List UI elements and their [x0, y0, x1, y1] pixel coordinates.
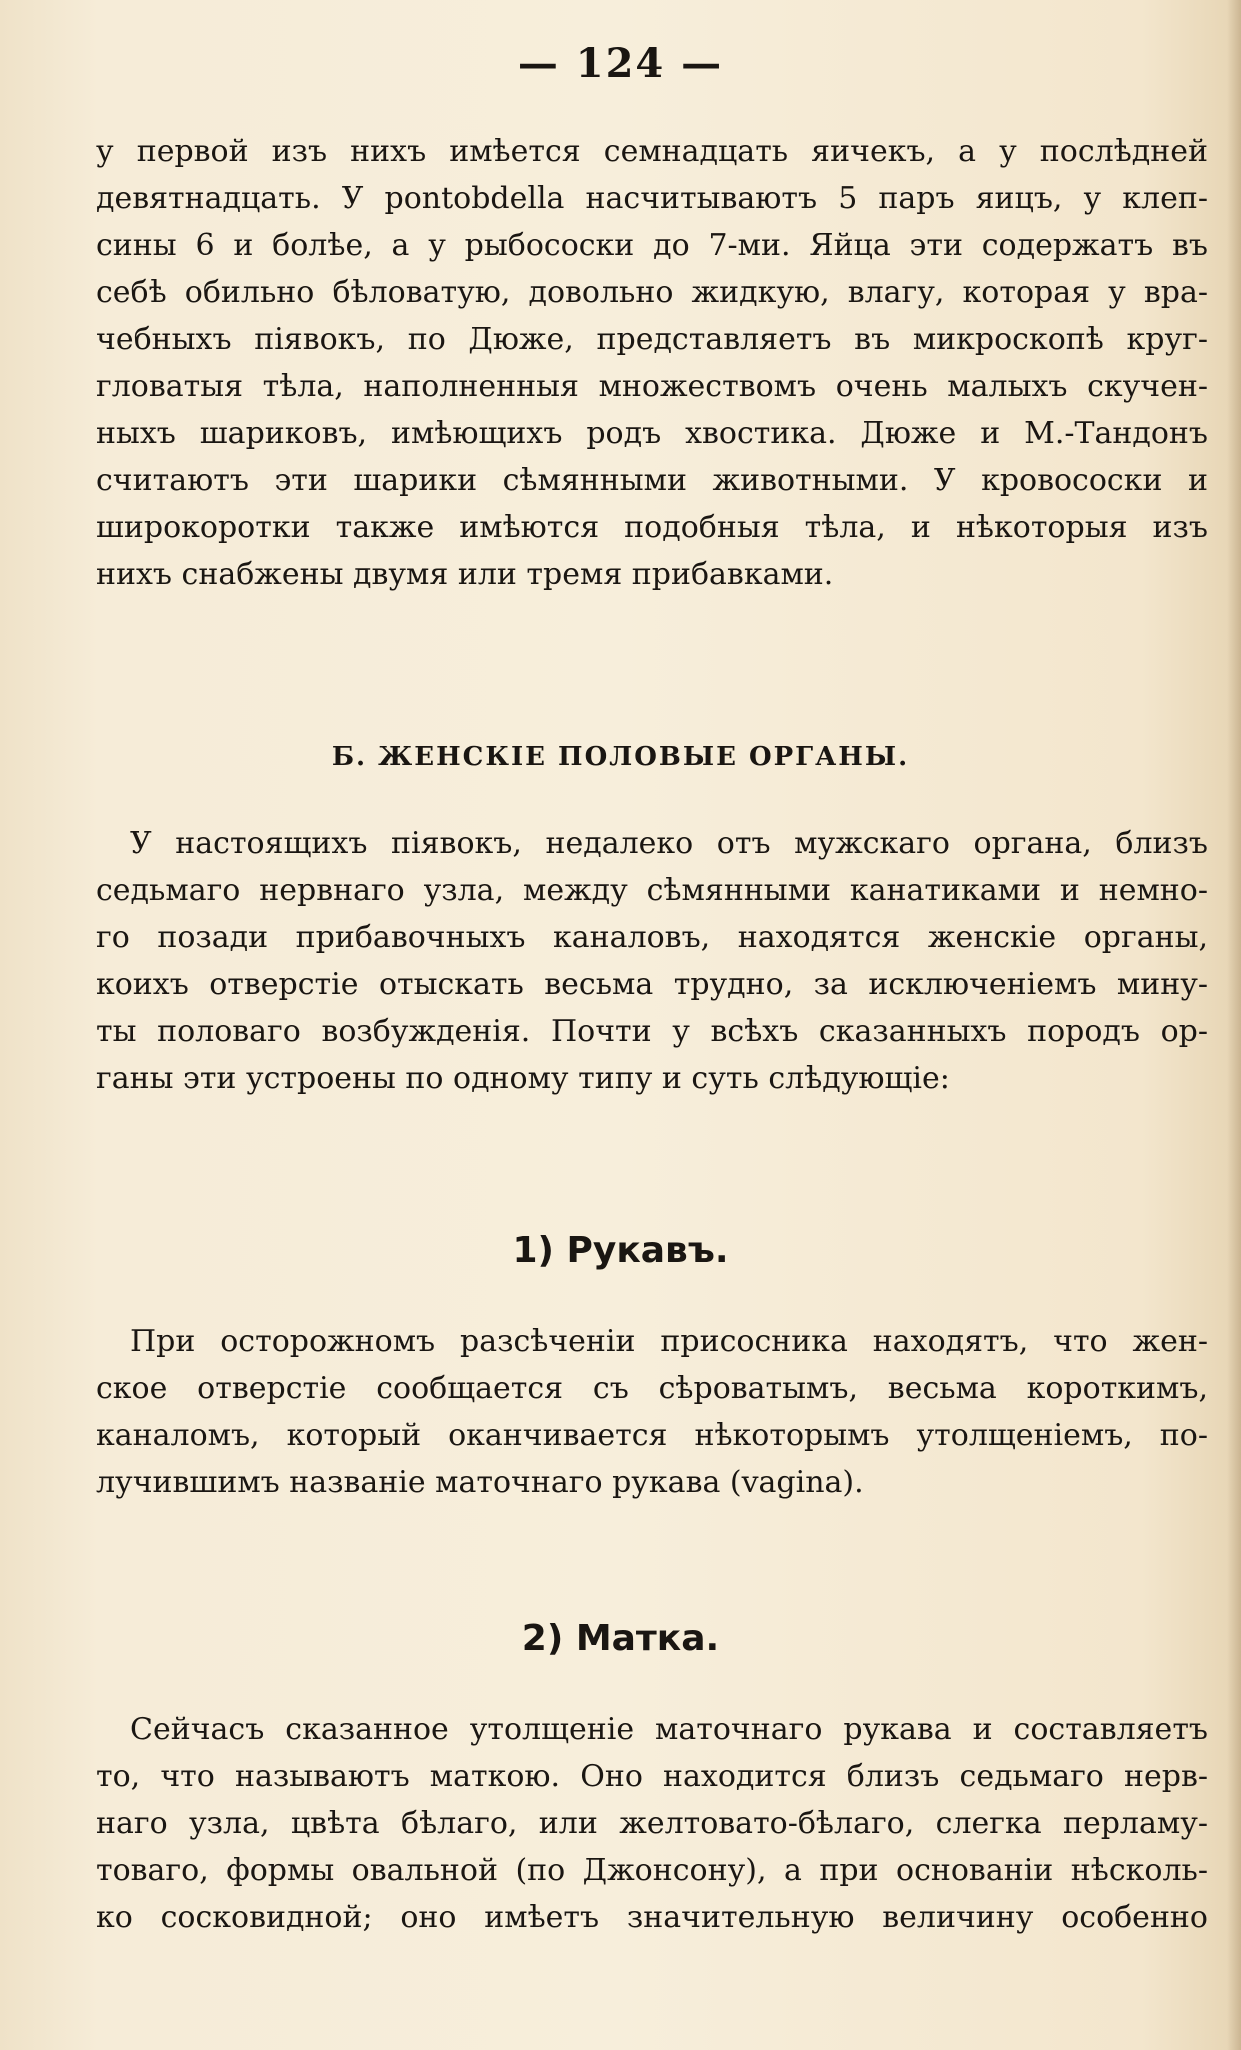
- text-line: При осторожномъ разсѣченіи присосника находятъ, что жен-: [130, 1324, 1208, 1359]
- text-line: себѣ обильно бѣловатую, довольно жидкую, влагу, которая у вра-: [96, 275, 1208, 310]
- text-line: то, что называютъ маткою. Оно находится близъ седьмаго нерв-: [96, 1759, 1208, 1794]
- text-line: каналомъ, который оканчивается нѣкоторымъ утолщеніемъ, по-: [96, 1418, 1208, 1453]
- text-line: наго узла, цвѣта бѣлаго, или желтовато-бѣлаго, слегка перламу-: [96, 1806, 1208, 1841]
- text-line: седьмаго нервнаго узла, между сѣмянными канатиками и немно-: [96, 873, 1208, 908]
- text-line: го позади прибавочныхъ каналовъ, находятся женскіе органы,: [96, 920, 1208, 955]
- page-number: — 124 —: [517, 40, 724, 87]
- text-line: чебныхъ піявокъ, по Дюже, представляетъ въ микроскопѣ круг-: [96, 322, 1208, 357]
- subheading-uterus: 2) Матка.: [521, 1618, 720, 1659]
- text-line: у первой изъ нихъ имѣется семнадцать яичекъ, а у послѣдней: [96, 134, 1208, 169]
- text-line: ты половаго возбужденія. Почти у всѣхъ сказанныхъ породъ ор-: [96, 1014, 1208, 1049]
- page-spine-shadow: [1227, 0, 1241, 2050]
- text-line: коихъ отверстіе отыскать весьма трудно, за исключеніемъ мину-: [96, 967, 1208, 1002]
- text-line: товаго, формы овальной (по Джонсону), а при основаніи нѣсколь-: [96, 1853, 1208, 1888]
- paragraph-female-organs: [96, 820, 1208, 1102]
- subheading-vagina: 1) Рукавъ.: [512, 1230, 729, 1271]
- text-line: ко сосковидной; оно имѣетъ значительную величину особенно: [96, 1900, 1208, 1935]
- text-line: У настоящихъ піявокъ, недалеко отъ мужскаго органа, близъ: [130, 826, 1208, 861]
- text-line: Сейчасъ сказанное утолщеніе маточнаго рукава и составляетъ: [130, 1712, 1208, 1747]
- paragraph-vagina: [96, 1318, 1208, 1506]
- text-line: гловатыя тѣла, наполненныя множествомъ очень малыхъ скучен-: [96, 369, 1208, 404]
- text-line: нихъ снабжены двумя или тремя прибавками.: [96, 557, 834, 592]
- paragraph-uterus: [96, 1706, 1208, 1941]
- text-line: ганы эти устроены по одному типу и суть слѣдующіе:: [96, 1061, 950, 1096]
- section-heading: Б. ЖЕНСКІЕ ПОЛОВЫЕ ОРГАНЫ.: [331, 742, 910, 772]
- text-line: лучившимъ названіе маточнаго рукава (vagina).: [96, 1465, 864, 1500]
- text-line: сины 6 и болѣе, а у рыбососки до 7-ми. Яйца эти содержатъ въ: [96, 228, 1208, 263]
- text-line: считаютъ эти шарики сѣмянными животными. У кровососки и: [96, 463, 1208, 498]
- text-line: широкоротки также имѣются подобныя тѣла, и нѣкоторыя изъ: [96, 510, 1208, 545]
- paragraph-eggs: [96, 128, 1208, 598]
- text-line: ныхъ шариковъ, имѣющихъ родъ хвостика. Дюже и М.-Тандонъ: [96, 416, 1208, 451]
- text-line: ское отверстіе сообщается съ сѣроватымъ, весьма короткимъ,: [96, 1371, 1208, 1406]
- text-line: девятнадцать. У pontobdella насчитываютъ 5 паръ яицъ, у клеп-: [96, 181, 1208, 216]
